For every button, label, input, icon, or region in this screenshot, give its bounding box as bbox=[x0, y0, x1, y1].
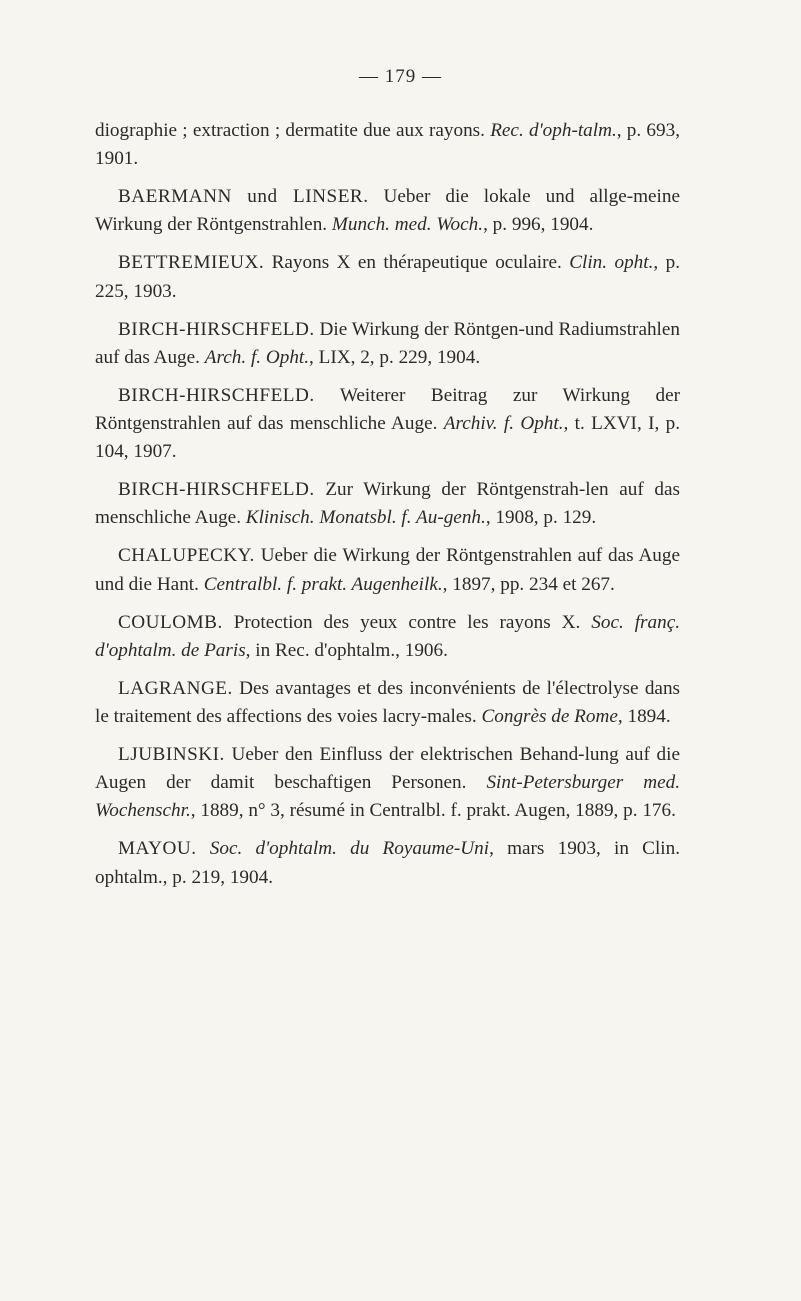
entry-source: Sint-Petersburger med. Wochenschr. bbox=[95, 772, 680, 822]
entry-details: , LIX, 2, p. 229, 1904. bbox=[309, 346, 481, 368]
entry-title: Ueber die lokale und allge-meine Wirkung der Röntgenstrahlen. bbox=[95, 186, 680, 236]
entry-author: LAGRANGE. bbox=[118, 677, 233, 699]
entry-details: , p. 693, 1901. bbox=[95, 120, 681, 170]
entry-details: , 1894. bbox=[617, 706, 671, 728]
bibliography-list bbox=[95, 117, 680, 902]
bibliography-entry bbox=[95, 542, 680, 598]
entry-source: Clin. opht. bbox=[569, 252, 654, 274]
entry-author: LJUBINSKI. bbox=[118, 744, 225, 766]
entry-author: BIRCH-HIRSCHFELD. bbox=[118, 384, 315, 406]
entry-author: BETTREMIEUX. bbox=[118, 252, 265, 274]
entry-author: MAYOU. bbox=[118, 838, 197, 860]
bibliography-entry bbox=[95, 675, 680, 731]
entry-source: Soc. d'ophtalm. du Royaume-Uni bbox=[209, 838, 490, 860]
entry-title: Rayons X en thérapeutique oculaire. bbox=[271, 252, 562, 274]
bibliography-entry bbox=[95, 741, 680, 826]
entry-title: Protection des yeux contre les rayons X. bbox=[233, 611, 581, 633]
bibliography-entry bbox=[95, 183, 680, 239]
entry-source: Archiv. f. Opht. bbox=[443, 413, 564, 435]
entry-author: BAERMANN und LINSER. bbox=[118, 186, 369, 208]
entry-source: Klinisch. Monatsbl. f. Au-genh. bbox=[245, 507, 486, 529]
entry-author: BIRCH-HIRSCHFELD. bbox=[118, 318, 315, 340]
entry-details: , 1908, p. 129. bbox=[485, 507, 597, 529]
bibliography-entry bbox=[95, 835, 680, 891]
entry-source: Centralbl. f. prakt. Augenheilk. bbox=[203, 573, 443, 595]
entry-author: BIRCH-HIRSCHFELD. bbox=[118, 479, 315, 501]
entry-title: Die Wirkung der Röntgen-und Radiumstrahlen auf das Auge. bbox=[95, 318, 681, 368]
entry-details: , p. 225, 1903. bbox=[95, 252, 681, 302]
entry-author: CHALUPECKY. bbox=[118, 545, 255, 567]
entry-title: diographie ; extraction ; dermatite due aux rayons. bbox=[95, 120, 485, 141]
bibliography-entry bbox=[95, 316, 680, 372]
entry-source: Rec. d'oph-talm. bbox=[490, 120, 617, 141]
entry-source: Arch. f. Opht. bbox=[204, 346, 310, 368]
entry-details: , 1897, pp. 234 et 267. bbox=[442, 573, 615, 595]
entry-title: Des avantages et des inconvénients de l'électrolyse dans le traitement des affections des voies lacry-males. bbox=[95, 677, 681, 728]
bibliography-entry bbox=[95, 117, 680, 173]
entry-source: Munch. med. Woch. bbox=[331, 214, 484, 236]
bibliography-entry bbox=[95, 476, 680, 532]
entry-details: , p. 996, 1904. bbox=[483, 214, 594, 236]
entry-details: , t. LXVI, I, p. 104, 1907. bbox=[95, 413, 680, 463]
entry-source: Soc. franç. d'ophtalm. de Paris bbox=[95, 611, 681, 661]
entry-details: , mars 1903, in Clin. ophtalm., p. 219, 1904. bbox=[95, 838, 681, 888]
entry-details: , 1889, n° 3, résumé in Centralbl. f. prakt. Augen, 1889, p. 176. bbox=[190, 800, 676, 822]
entry-title: Ueber den Einfluss der elektrischen Behand-lung auf die Augen der damit beschaftigen Personen. bbox=[95, 744, 680, 794]
entry-title: Weiterer Beitrag zur Wirkung der Röntgenstrahlen auf das menschliche Auge. bbox=[95, 384, 680, 435]
entry-author: COULOMB. bbox=[118, 611, 223, 633]
entry-source: Congrès de Rome bbox=[481, 706, 618, 728]
entry-details: , in Rec. d'ophtalm., 1906. bbox=[245, 639, 448, 661]
entry-title: Ueber die Wirkung der Röntgenstrahlen auf das Auge und die Hant. bbox=[95, 545, 680, 595]
bibliography-entry bbox=[95, 249, 680, 305]
entry-title: Zur Wirkung der Röntgenstrah-len auf das menschliche Auge. bbox=[95, 479, 680, 529]
page-number: — 179 — bbox=[359, 66, 442, 87]
bibliography-entry bbox=[95, 382, 680, 467]
bibliography-entry bbox=[95, 609, 680, 665]
